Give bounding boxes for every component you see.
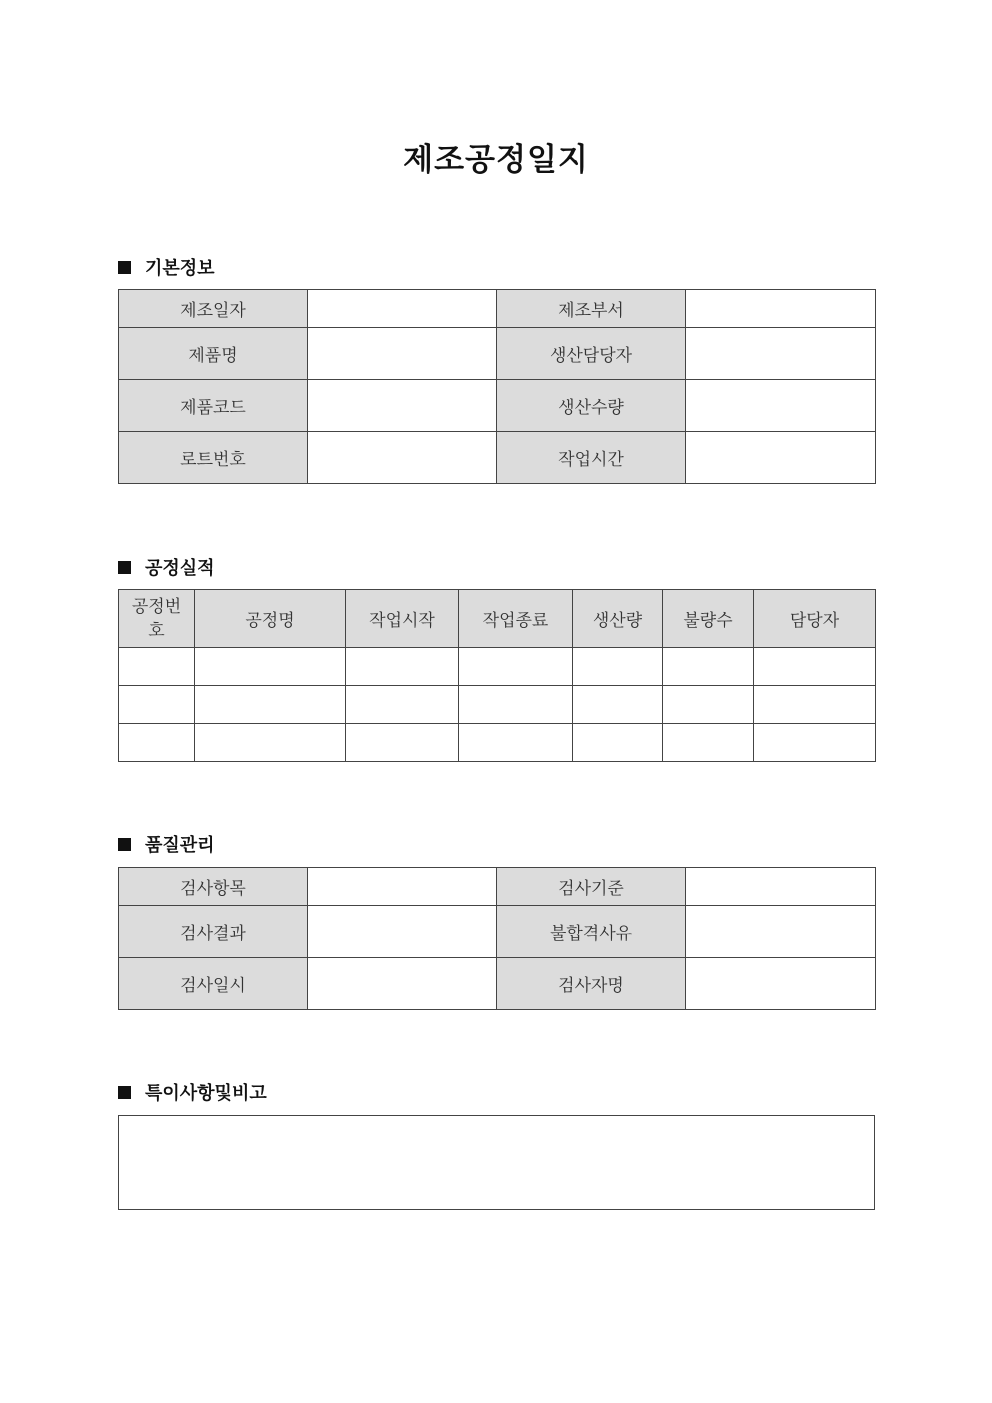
label-cell: 검사항목 (119, 868, 308, 906)
table-cell[interactable] (195, 724, 346, 762)
table-cell[interactable] (754, 724, 876, 762)
label-cell: 불합격사유 (497, 906, 686, 958)
label-cell: 생산담당자 (497, 328, 686, 380)
inspection-standard-field[interactable] (686, 868, 876, 906)
column-header: 생산량 (573, 590, 663, 648)
square-bullet-icon (118, 261, 131, 274)
table-cell[interactable] (754, 686, 876, 724)
table-row (119, 724, 876, 762)
column-header: 작업종료 (459, 590, 573, 648)
remarks-textarea[interactable] (118, 1115, 875, 1210)
table-cell[interactable] (663, 724, 754, 762)
label-cell: 검사기준 (497, 868, 686, 906)
table-row (119, 328, 876, 380)
section-heading-label: 기본정보 (145, 258, 215, 279)
manufacture-date-field[interactable] (308, 290, 497, 328)
table-row (119, 868, 876, 906)
basic-info-table (118, 289, 876, 484)
table-cell[interactable] (459, 686, 573, 724)
table-cell[interactable] (119, 686, 195, 724)
label-cell: 작업시간 (497, 432, 686, 484)
column-header (119, 590, 195, 648)
section-heading-label: 특이사항및비고 (145, 1083, 267, 1104)
column-header: 작업시작 (346, 590, 459, 648)
table-cell[interactable] (573, 686, 663, 724)
section-heading-label: 공정실적 (145, 558, 215, 579)
square-bullet-icon (118, 1086, 131, 1099)
column-header: 불량수 (663, 590, 754, 648)
label-cell: 검사일시 (119, 958, 308, 1010)
table-cell[interactable] (573, 648, 663, 686)
manufacture-department-field[interactable] (686, 290, 876, 328)
table-row (119, 380, 876, 432)
table-row (119, 686, 876, 724)
table-cell[interactable] (119, 648, 195, 686)
table-row (119, 290, 876, 328)
section-heading-remarks (118, 1079, 267, 1105)
table-row (119, 958, 876, 1010)
table-cell[interactable] (459, 724, 573, 762)
column-header: 공정명 (195, 590, 346, 648)
table-cell[interactable] (119, 724, 195, 762)
table-row (119, 906, 876, 958)
label-cell: 검사자명 (497, 958, 686, 1010)
lot-number-field[interactable] (308, 432, 497, 484)
column-header: 담당자 (754, 590, 876, 648)
table-cell[interactable] (346, 724, 459, 762)
product-name-field[interactable] (308, 328, 497, 380)
section-heading-quality (118, 831, 215, 857)
column-header-line: 공정번 (131, 596, 182, 617)
square-bullet-icon (118, 561, 131, 574)
table-cell[interactable] (663, 648, 754, 686)
table-row (119, 432, 876, 484)
table-cell[interactable] (459, 648, 573, 686)
label-cell: 제품코드 (119, 380, 308, 432)
column-header-line: 호 (148, 620, 165, 641)
table-row (119, 648, 876, 686)
label-cell: 검사결과 (119, 906, 308, 958)
table-cell[interactable] (195, 686, 346, 724)
label-cell: 제조부서 (497, 290, 686, 328)
table-header-row (119, 590, 876, 648)
label-cell: 제조일자 (119, 290, 308, 328)
inspection-result-field[interactable] (308, 906, 497, 958)
table-cell[interactable] (346, 686, 459, 724)
production-manager-field[interactable] (686, 328, 876, 380)
section-heading-process (118, 554, 215, 580)
inspection-item-field[interactable] (308, 868, 497, 906)
inspector-name-field[interactable] (686, 958, 876, 1010)
product-code-field[interactable] (308, 380, 497, 432)
rejection-reason-field[interactable] (686, 906, 876, 958)
table-cell[interactable] (195, 648, 346, 686)
production-quantity-field[interactable] (686, 380, 876, 432)
process-table (118, 589, 876, 762)
table-cell[interactable] (754, 648, 876, 686)
section-heading-label: 품질관리 (145, 835, 215, 856)
table-cell[interactable] (346, 648, 459, 686)
work-time-field[interactable] (686, 432, 876, 484)
label-cell: 로트번호 (119, 432, 308, 484)
label-cell: 제품명 (119, 328, 308, 380)
page-title: 제조공정일지 (403, 142, 589, 178)
table-cell[interactable] (663, 686, 754, 724)
quality-table (118, 867, 876, 1010)
inspection-datetime-field[interactable] (308, 958, 497, 1010)
table-cell[interactable] (573, 724, 663, 762)
square-bullet-icon (118, 838, 131, 851)
label-cell: 생산수량 (497, 380, 686, 432)
section-heading-basic-info (118, 254, 215, 280)
